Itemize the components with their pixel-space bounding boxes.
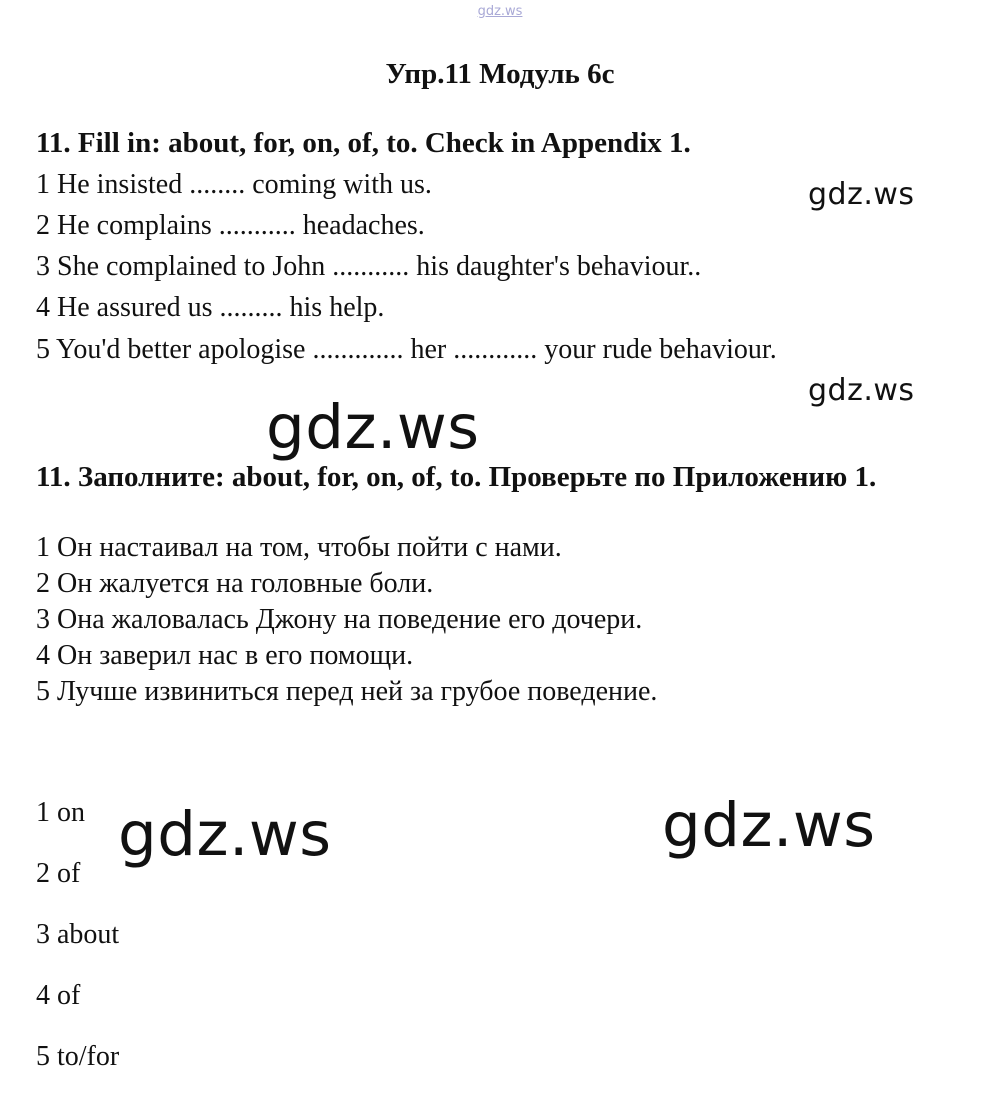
task-ru-item: 5 Лучше извиниться перед ней за грубое поведение.: [36, 676, 658, 707]
task-ru-heading: 11. Заполните: about, for, on, of, to. Проверьте по Приложению 1.: [36, 461, 877, 493]
watermark-top[interactable]: gdz.ws: [477, 4, 523, 19]
task-ru-item: 1 Он настаивал на том, чтобы пойти с нами.: [36, 532, 562, 563]
watermark: gdz.ws: [808, 177, 915, 212]
answer-item: 1 on: [36, 797, 85, 828]
task-en-heading: 11. Fill in: about, for, on, of, to. Check in Appendix 1.: [36, 127, 691, 159]
task-en-item: 1 He insisted ........ coming with us.: [36, 169, 432, 200]
watermark: gdz.ws: [266, 392, 480, 463]
task-ru-item: 2 Он жалуется на головные боли.: [36, 568, 434, 599]
task-ru-item: 4 Он заверил нас в его помощи.: [36, 640, 414, 671]
page-title: Упр.11 Модуль 6с: [385, 58, 615, 90]
task-en-item: 3 She complained to John ........... his daughter's behaviour..: [36, 251, 702, 282]
answer-item: 2 of: [36, 858, 81, 889]
watermark: gdz.ws: [808, 373, 915, 408]
watermark: gdz.ws: [118, 799, 332, 870]
watermark: gdz.ws: [662, 790, 876, 861]
task-en-item: 5 You'd better apologise ............. her ............ your rude behaviour.: [36, 334, 777, 365]
answer-item: 3 about: [36, 919, 120, 950]
task-en-item: 2 He complains ........... headaches.: [36, 210, 425, 241]
answer-item: 5 to/for: [36, 1041, 120, 1072]
task-en-item: 4 He assured us ......... his help.: [36, 292, 385, 323]
answer-item: 4 of: [36, 980, 81, 1011]
task-ru-item: 3 Она жаловалась Джону на поведение его дочери.: [36, 604, 643, 635]
